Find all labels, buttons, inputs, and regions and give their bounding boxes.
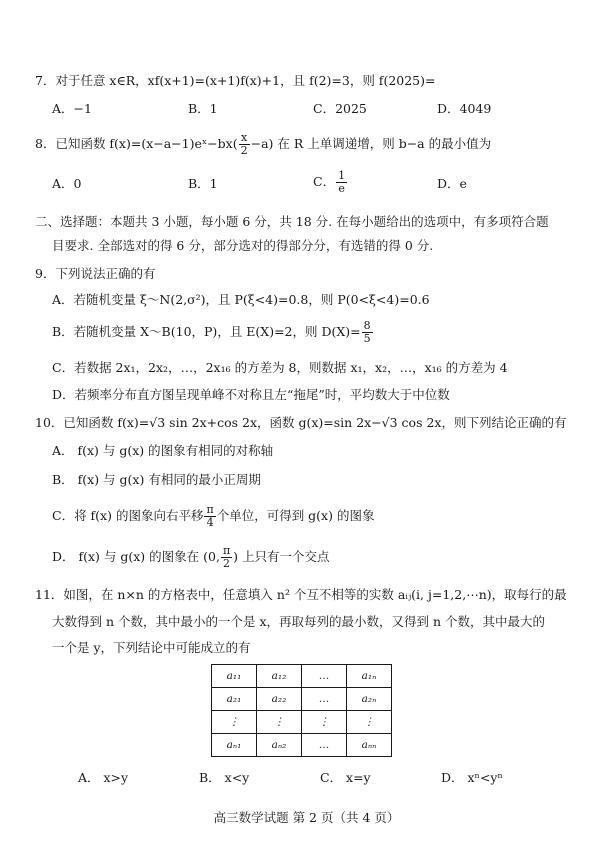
table-cell: a₂₂ — [257, 688, 302, 711]
q7-option-d: D．4049 — [437, 101, 492, 116]
table-cell: a₁₂ — [257, 665, 302, 688]
table-cell: … — [302, 688, 347, 711]
q7-option-a: A．−1 — [52, 101, 92, 116]
table-cell: a₂ₙ — [347, 688, 392, 711]
table-row — [212, 711, 392, 734]
q10-option-d-pre: D． f(x) 与 g(x) 的图象在 (0, — [52, 549, 220, 564]
table-row — [212, 734, 392, 757]
table-cell: a₂₁ — [212, 688, 257, 711]
q9-option-b-num: 8 — [363, 319, 371, 332]
q8-option-a: A．0 — [52, 176, 82, 191]
q10-option-d-num: π — [222, 544, 231, 557]
q11-option-c: C． x=y — [320, 770, 371, 785]
q9-option-b-den: 5 — [363, 332, 371, 345]
q9-option-a: A．若随机变量 ξ～N(2,σ²)，且 P(ξ<4)=0.8，则 P(0<ξ<4)=0.6 — [52, 292, 430, 307]
q10-option-c — [52, 504, 374, 529]
table-cell: … — [302, 665, 347, 688]
table-cell: aₙₙ — [347, 734, 392, 757]
q10-option-d-post: ) 上只有一个交点 — [233, 549, 330, 564]
q10-option-c-post: 个单位，可得到 g(x) 的图象 — [216, 508, 375, 523]
q11-option-a: A． x>y — [78, 770, 129, 785]
q7-stem: 7．对于任意 x∈R，xf(x+1)=(x+1)f(x)+1，且 f(2)=3，则 f(2025)= — [35, 73, 436, 88]
q9-option-b — [52, 320, 374, 345]
table-row — [212, 688, 392, 711]
q10-option-c-num: π — [206, 503, 214, 516]
q10-option-d — [52, 545, 330, 570]
q9-stem: 9．下列说法正确的有 — [35, 266, 156, 281]
table-cell: ⋮ — [347, 711, 392, 734]
q8-option-c-label: C． — [313, 174, 336, 189]
q10-option-a: A． f(x) 与 g(x) 的图象有相同的对称轴 — [52, 443, 274, 458]
table-cell: ⋮ — [302, 711, 347, 734]
q10-stem: 10．已知函数 f(x)=√3 sin 2x+cos 2x，函数 g(x)=sin 2x−√3 cos 2x，则下列结论正确的有 — [35, 415, 567, 430]
q9-option-d: D．若频率分布直方图呈现单峰不对称且左“拖尾”时，平均数大于中位数 — [52, 387, 450, 402]
q8-stem-post: −a) 在 R 上单调递增，则 b−a 的最小值为 — [250, 136, 492, 151]
page-footer: 高三数学试题 第 2 页（共 4 页） — [213, 810, 400, 825]
q11-option-b: B． x<y — [199, 770, 250, 785]
table-cell: aₙ₁ — [212, 734, 257, 757]
q10-option-c-pre: C．将 f(x) 的图象向右平移 — [52, 508, 204, 523]
q8-option-c — [313, 170, 348, 195]
q11-option-d: D． xⁿ<yⁿ — [441, 770, 503, 785]
q9-option-b-fraction — [362, 320, 373, 345]
q11-line3: 一个是 y，下列结论中可能成立的有 — [52, 640, 251, 655]
table-cell: a₁₁ — [212, 665, 257, 688]
q8-frac-den: 2 — [240, 144, 248, 157]
section2-line2: 目要求. 全部选对的得 6 分，部分选对的得部分分，有选错的得 0 分. — [52, 238, 434, 253]
q9-option-c: C．若数据 2x₁，2x₂，…，2x₁₆ 的方差为 8，则数据 x₁，x₂，…，x₁₆ 的方差为 4 — [52, 360, 508, 375]
table-cell: a₁ₙ — [347, 665, 392, 688]
table-cell: ⋮ — [257, 711, 302, 734]
q8-fraction — [239, 132, 250, 157]
q10-option-b: B． f(x) 与 g(x) 有相同的最小正周期 — [52, 472, 261, 487]
q10-option-c-fraction — [204, 504, 215, 529]
q8-option-c-fraction — [336, 170, 347, 195]
q11-matrix-table — [211, 664, 392, 757]
q8-option-c-num: 1 — [338, 169, 346, 182]
q10-option-c-den: 4 — [206, 516, 214, 529]
q8-option-b: B．1 — [188, 176, 218, 191]
q9-option-b-text: B．若随机变量 X～B(10，P)，且 E(X)=2，则 D(X)= — [52, 324, 361, 339]
q8-option-d: D．e — [437, 176, 467, 191]
table-cell: … — [302, 734, 347, 757]
q7-option-b: B．1 — [188, 101, 218, 116]
q7-option-c: C．2025 — [313, 101, 367, 116]
table-row — [212, 665, 392, 688]
q10-option-d-den: 2 — [223, 557, 231, 570]
section2-line1: 二、选择题：本题共 3 小题，每小题 6 分，共 18 分. 在每小题给出的选项中，有多项符合题 — [35, 214, 549, 229]
q8-option-c-den: e — [338, 182, 345, 195]
q11-line2: 大数得到 n 个数，其中最小的一个是 x，再取每列的最小数，又得到 n 个数，其中最大的 — [52, 614, 546, 629]
q11-line1: 11．如图，在 n×n 的方格表中，任意填入 n² 个互不相等的实数 aᵢⱼ(i, j=1,2,⋯n)，取每行的最 — [35, 587, 567, 602]
q8-stem — [35, 132, 491, 157]
q8-frac-num: x — [239, 132, 250, 145]
q10-option-d-fraction — [221, 545, 232, 570]
table-cell: ⋮ — [212, 711, 257, 734]
q8-stem-pre: 8．已知函数 f(x)=(x−a−1)eˣ−bx( — [35, 136, 238, 151]
table-cell: aₙ₂ — [257, 734, 302, 757]
